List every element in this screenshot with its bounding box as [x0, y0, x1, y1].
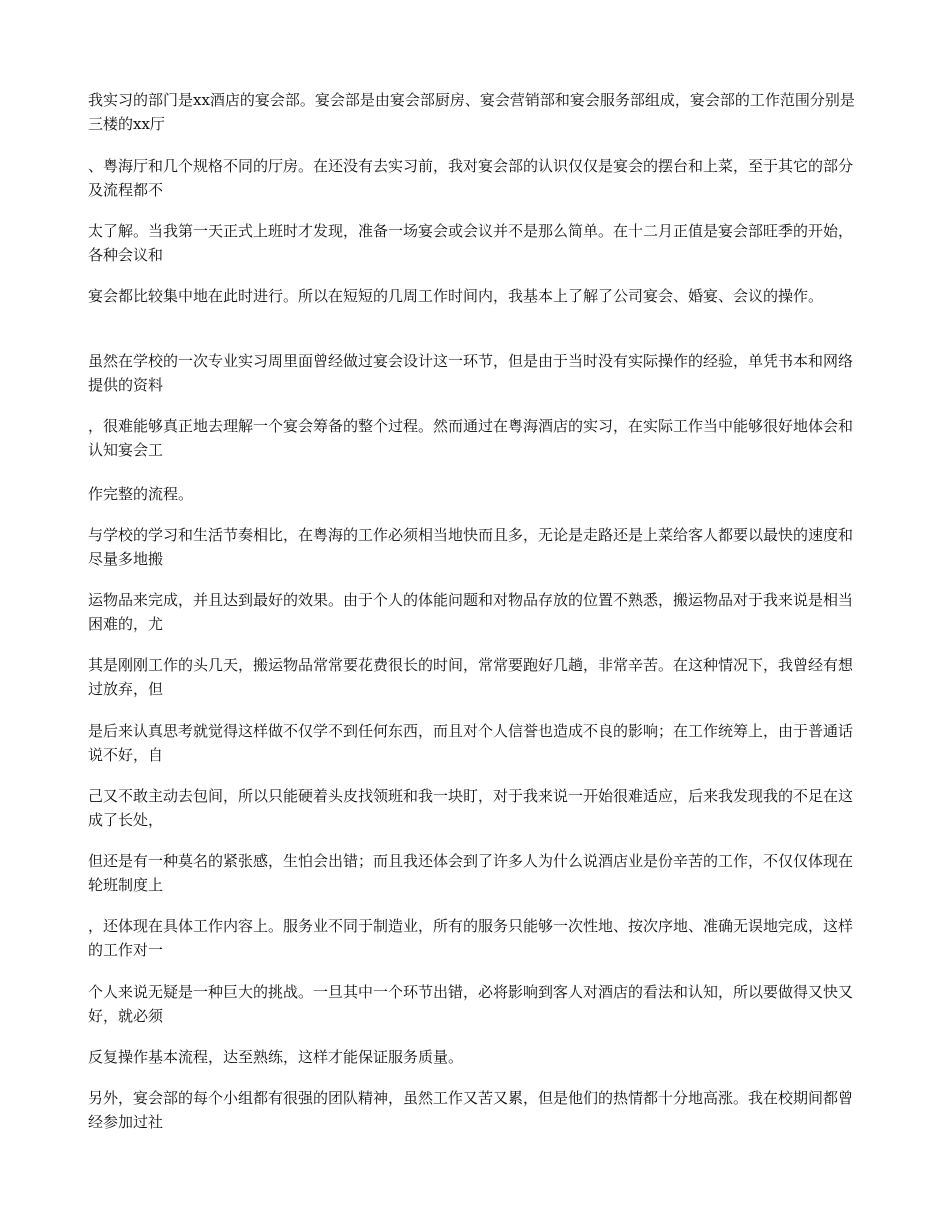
paragraph-7: 作完整的流程。 [88, 485, 194, 503]
paragraph-15: 个人来说无疑是一种巨大的挑战。一旦其中一个环节出错，必将影响到客人对酒店的看法和认知，所以要做得又快又好，就必须 [88, 983, 854, 1025]
paragraph-4: 宴会都比较集中地在此时进行。所以在短短的几周工作时间内，我基本上了解了公司宴会、婚宴、会议的操作。 [88, 287, 824, 305]
paragraph-6: ，很难能够真正地去理解一个宴会筹备的整个过程。然而通过在粤海酒店的实习，在实际工作当中能够很好地体会和认知宴会工 [88, 417, 854, 459]
paragraph-8: 与学校的学习和生活节奏相比，在粤海的工作必须相当地快而且多，无论是走路还是上菜给客人都要以最快的速度和尽量多地搬 [88, 526, 854, 568]
paragraph-1: 我实习的部门是xx酒店的宴会部。宴会部是由宴会部厨房、宴会营销部和宴会服务部组成，宴会部的工作范围分别是三楼的xx厅 [88, 91, 855, 133]
paragraph-10: 其是刚刚工作的头几天，搬运物品常常要花费很长的时间，常常要跑好几趟，非常辛苦。在这种情况下，我曾经有想过放弃，但 [88, 656, 854, 698]
paragraph-13: 但还是有一种莫名的紧张感，生怕会出错；而且我还体会到了许多人为什么说酒店业是份辛苦的工作，不仅仅体现在轮班制度上 [88, 852, 854, 894]
paragraph-5: 虽然在学校的一次专业实习周里面曾经做过宴会设计这一环节，但是由于当时没有实际操作的经验，单凭书本和网络提供的资料 [88, 352, 854, 394]
paragraph-12: 己又不敢主动去包间，所以只能硬着头皮找领班和我一块盯，对于我来说一开始很难适应，后来我发现我的不足在这成了长处， [88, 787, 854, 829]
paragraph-16: 反复操作基本流程，达至熟练，这样才能保证服务质量。 [88, 1048, 464, 1066]
paragraph-2: 、粤海厅和几个规格不同的厅房。在还没有去实习前，我对宴会部的认识仅仅是宴会的摆台和上菜，至于其它的部分及流程都不 [88, 157, 854, 199]
paragraph-9: 运物品来完成，并且达到最好的效果。由于个人的体能问题和对物品存放的位置不熟悉，搬运物品对于我来说是相当困难的，尤 [88, 591, 854, 633]
paragraph-14: ，还体现在具体工作内容上。服务业不同于制造业，所有的服务只能够一次性地、按次序地、准确无误地完成，这样的工作对一 [88, 917, 854, 959]
paragraph-3: 太了解。当我第一天正式上班时才发现，准备一场宴会或会议并不是那么简单。在十二月正值是宴会部旺季的开始，各种会议和 [88, 222, 854, 264]
paragraph-11: 是后来认真思考就觉得这样做不仅学不到任何东西，而且对个人信誉也造成不良的影响；在工作统筹上，由于普通话说不好，自 [88, 722, 854, 764]
paragraph-17: 另外，宴会部的每个小组都有很强的团队精神，虽然工作又苦又累，但是他们的热情都十分地高涨。我在校期间都曾经参加过社 [88, 1089, 854, 1131]
